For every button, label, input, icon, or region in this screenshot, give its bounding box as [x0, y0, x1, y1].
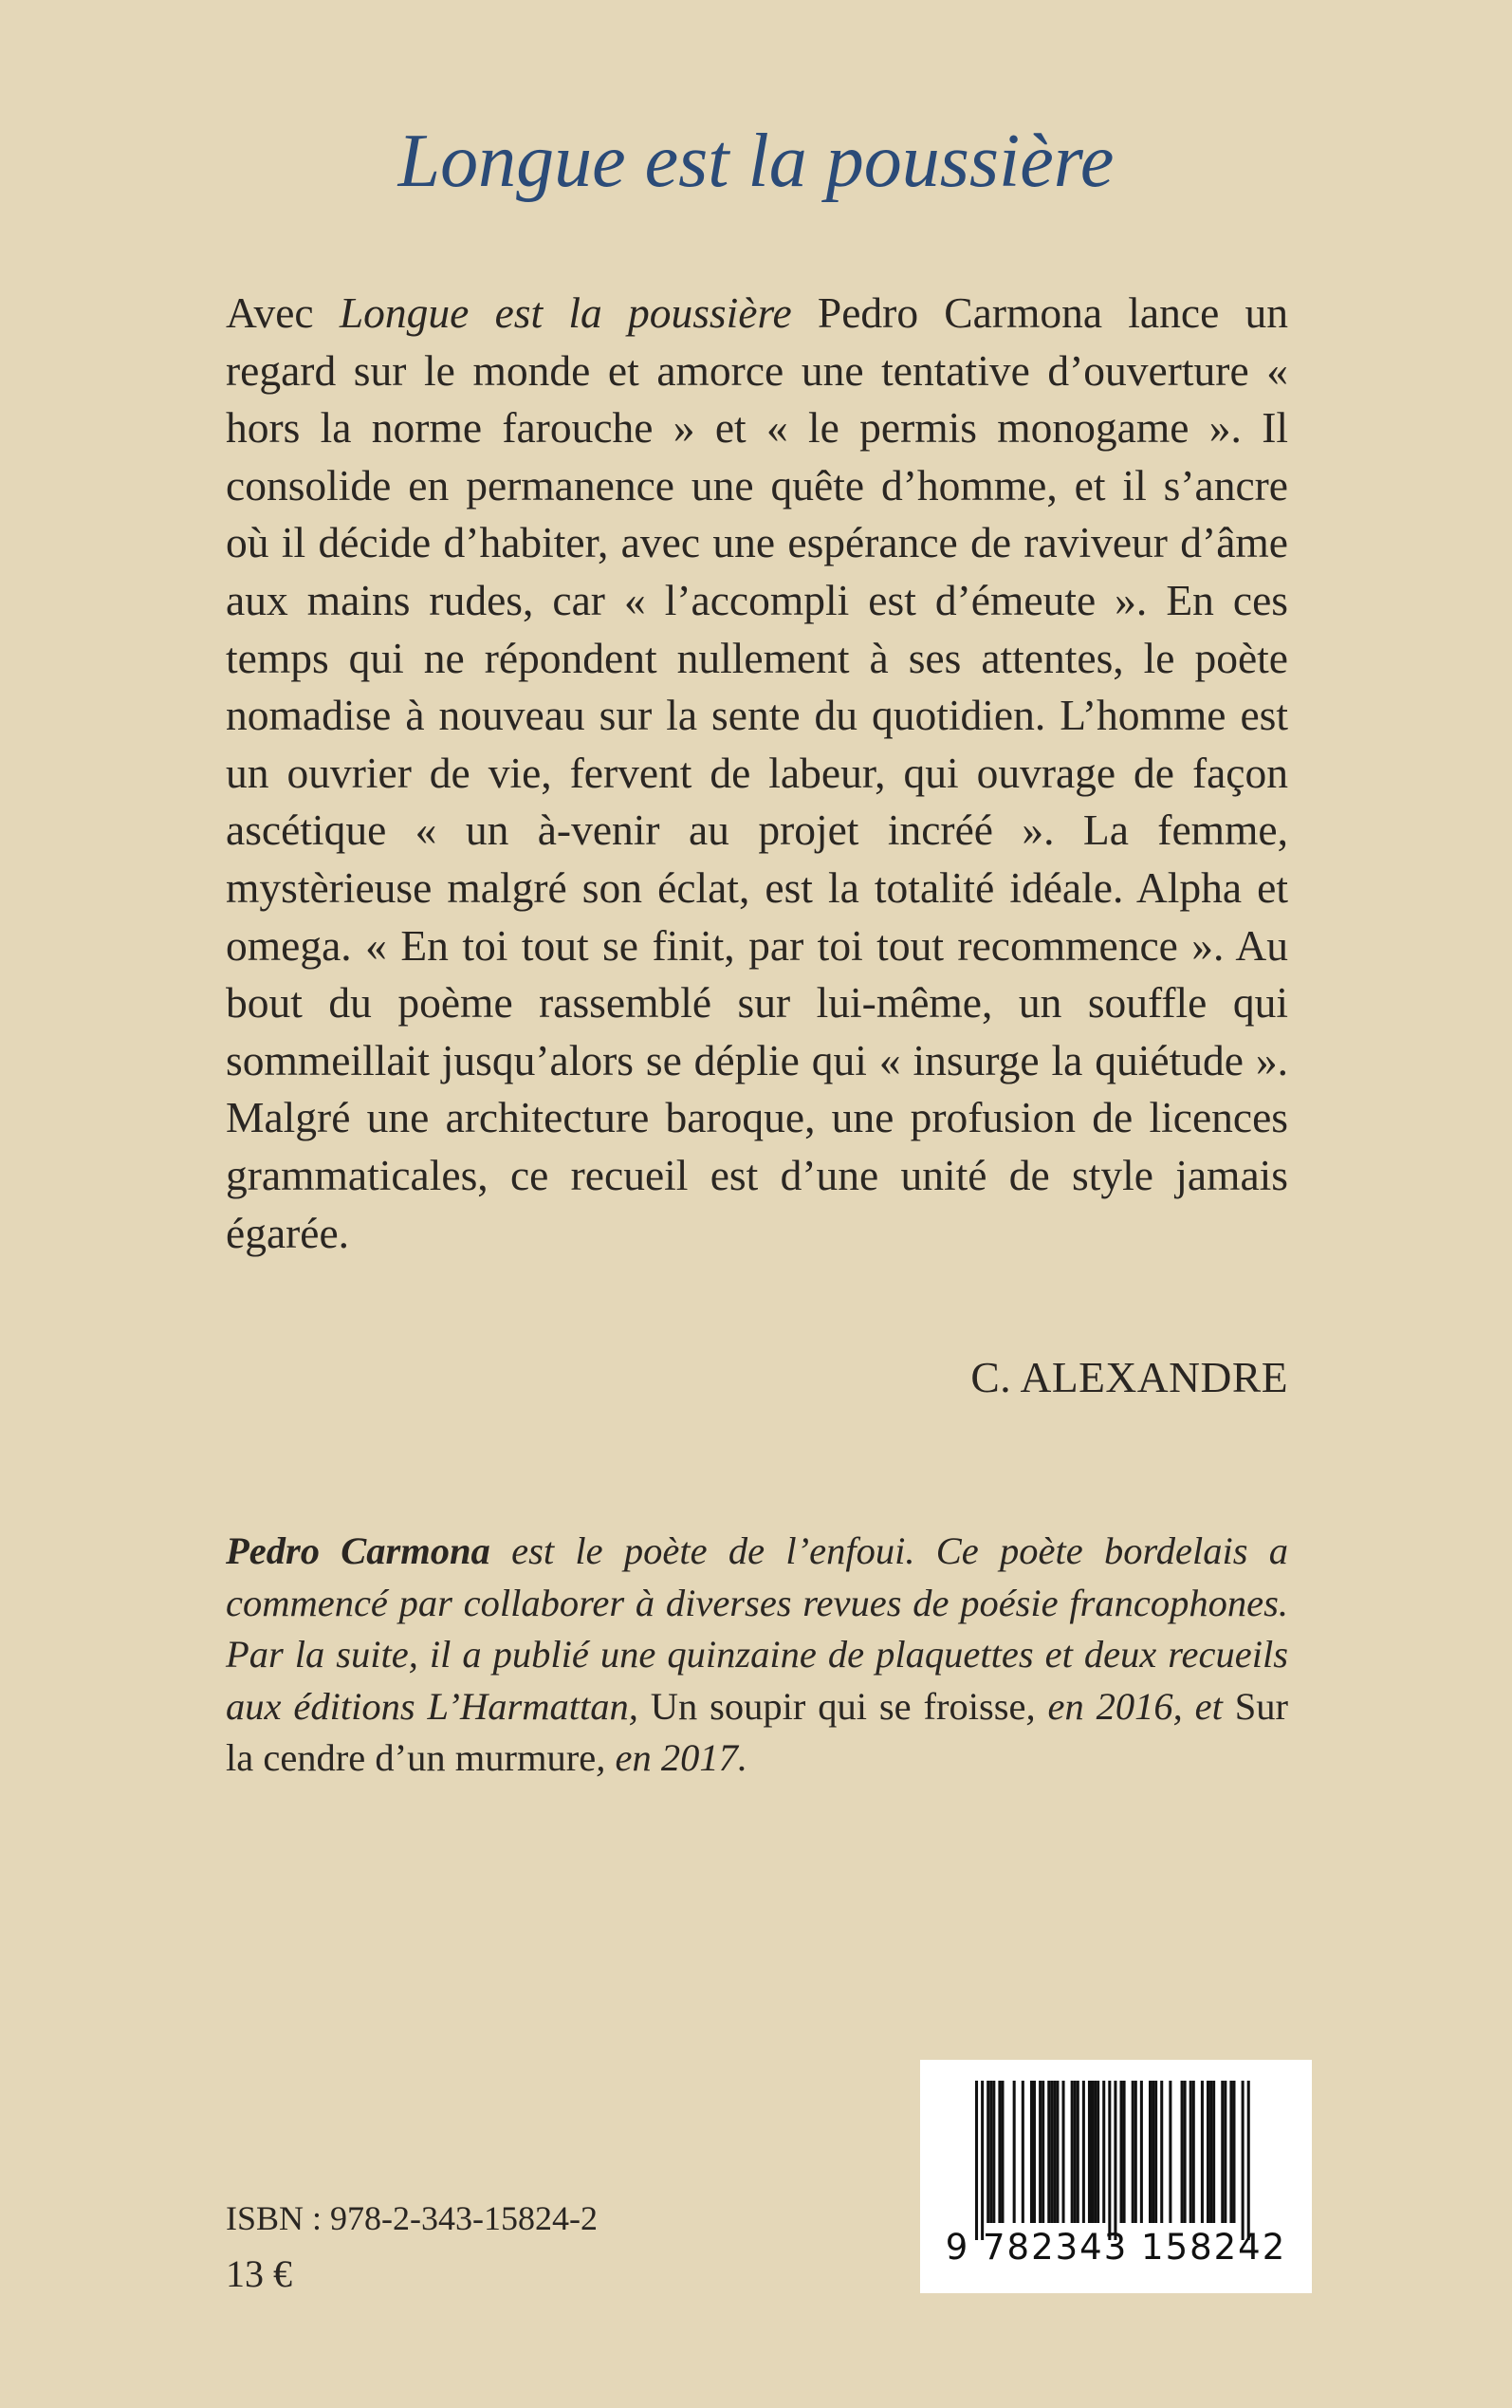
barcode-bar	[1022, 2081, 1024, 2223]
book-title: Longue est la poussière	[397, 120, 1115, 203]
barcode-bar	[1192, 2081, 1195, 2223]
barcode-bar	[1053, 2081, 1056, 2223]
barcode-bar	[1123, 2081, 1126, 2223]
blurb-signature: C. ALEXANDRE	[970, 1353, 1288, 1401]
barcode-bar	[1001, 2081, 1004, 2223]
barcode-bar	[1181, 2081, 1184, 2223]
bio-text-1: est le poète de l’enfoui. Ce poète bordelais a commencé par collaborer à diverses revues de poésie francophones. Par la suite, il a publié une quinzaine de plaquettes et deux recueils aux éditions L’Harmattan,	[226, 1529, 1288, 1728]
barcode-bar	[1091, 2081, 1094, 2223]
barcode-bar	[1201, 2081, 1204, 2223]
barcode-bar	[1013, 2081, 1016, 2223]
barcode-bar	[1077, 2081, 1079, 2223]
barcode-bar	[1097, 2081, 1099, 2223]
barcode-bar	[989, 2081, 992, 2223]
isbn: ISBN : 978-2-343-15824-2	[226, 2199, 598, 2237]
barcode-bar	[1242, 2081, 1245, 2240]
barcode-bar	[1169, 2081, 1171, 2223]
barcode-bar	[1189, 2081, 1192, 2223]
barcode-bar	[1039, 2081, 1042, 2223]
back-cover-blurb	[226, 285, 1288, 1262]
barcode-bar	[1229, 2081, 1232, 2223]
author-name-text: Pedro Carmona	[226, 1529, 490, 1572]
author-name	[226, 1529, 490, 1572]
blurb-intro: Avec	[226, 288, 340, 337]
barcode-bar	[992, 2081, 995, 2223]
barcode-bar	[1030, 2081, 1033, 2223]
bio-text-3: , en 2017.	[596, 1736, 747, 1779]
barcode-bar	[1140, 2081, 1143, 2223]
barcode-bar	[1050, 2081, 1053, 2223]
barcode-bar	[1108, 2081, 1111, 2240]
barcode-bar	[1154, 2081, 1157, 2223]
blurb-text: Pedro Carmona lance un regard sur le monde et amorce une tentative d’ouverture « hors la norme farouche » et « le permis monogame ». Il consolide en permanence une quête d’homme, et il s’ancre où il décide d’habiter, avec une espérance de raviveur d’âme aux mains rudes, car « l’accompli est d’émeute ». En ces temps qui ne répondent nullement à ses attentes, le poète nomadise à nouveau sur la sente du quotidien. L’homme est un ouvrier de vie, fervent de labeur, qui ouvrage de façon ascétique « un à-venir au projet incréé ». La femme, mystèrieuse malgré son éclat, est la totalité idéale. Alpha et omega. « En toi tout se finit, par toi tout recommence ». Au bout du poème rassemblé sur lui-même, un souffle qui sommeillait jusqu’alors se déplie qui « insurge la quiétude ». Malgré une architecture baroque, une profusion de licences grammaticales, ce recueil est d’une unité de style jamais égarée.	[226, 288, 1288, 1257]
barcode-bar	[1120, 2081, 1123, 2223]
barcode-bar	[1071, 2081, 1074, 2223]
barcode-bar	[1207, 2081, 1209, 2223]
bio-book-1: Un soupir qui se froisse	[650, 1684, 1026, 1728]
blurb-book-title: Longue est la poussière	[339, 288, 792, 337]
barcode-bar	[1221, 2081, 1224, 2223]
barcode-bar	[1232, 2081, 1235, 2223]
bio-book-2: Sur la cendre d’un murmure	[226, 1684, 1288, 1779]
barcode-bar	[1056, 2081, 1059, 2223]
barcode-bar	[1088, 2081, 1091, 2223]
barcode-bar	[1062, 2081, 1065, 2223]
barcode-bar	[1082, 2081, 1085, 2223]
barcode-bar	[1224, 2081, 1226, 2223]
barcode-bar	[1047, 2081, 1050, 2223]
barcode-bar	[1152, 2081, 1154, 2223]
barcode-bar	[1132, 2081, 1134, 2223]
barcode-bar	[1184, 2081, 1187, 2223]
barcode-bar	[1102, 2081, 1105, 2223]
barcode-bar	[1134, 2081, 1137, 2223]
barcode-bar	[1149, 2081, 1152, 2223]
barcode	[920, 2060, 1312, 2293]
barcode-bar	[1212, 2081, 1215, 2223]
barcode-bar	[1042, 2081, 1044, 2223]
barcode-bar	[1209, 2081, 1212, 2223]
barcode-bar	[981, 2081, 984, 2240]
barcode-bar	[1033, 2081, 1036, 2223]
bio-text-2: , en 2016, et	[1025, 1684, 1235, 1728]
barcode-digits: 9 782343 158242	[945, 2227, 1287, 2268]
barcode-bars	[950, 2081, 1282, 2242]
barcode-bar	[1114, 2081, 1116, 2240]
barcode-bar	[975, 2081, 978, 2240]
author-bio	[226, 1526, 1288, 1785]
barcode-bar	[1247, 2081, 1250, 2240]
barcode-bar	[998, 2081, 1001, 2223]
price: 13 €	[226, 2252, 292, 2295]
barcode-bar	[1094, 2081, 1097, 2223]
barcode-bar	[1160, 2081, 1163, 2223]
barcode-bar	[986, 2081, 989, 2223]
barcode-bar	[1074, 2081, 1077, 2223]
